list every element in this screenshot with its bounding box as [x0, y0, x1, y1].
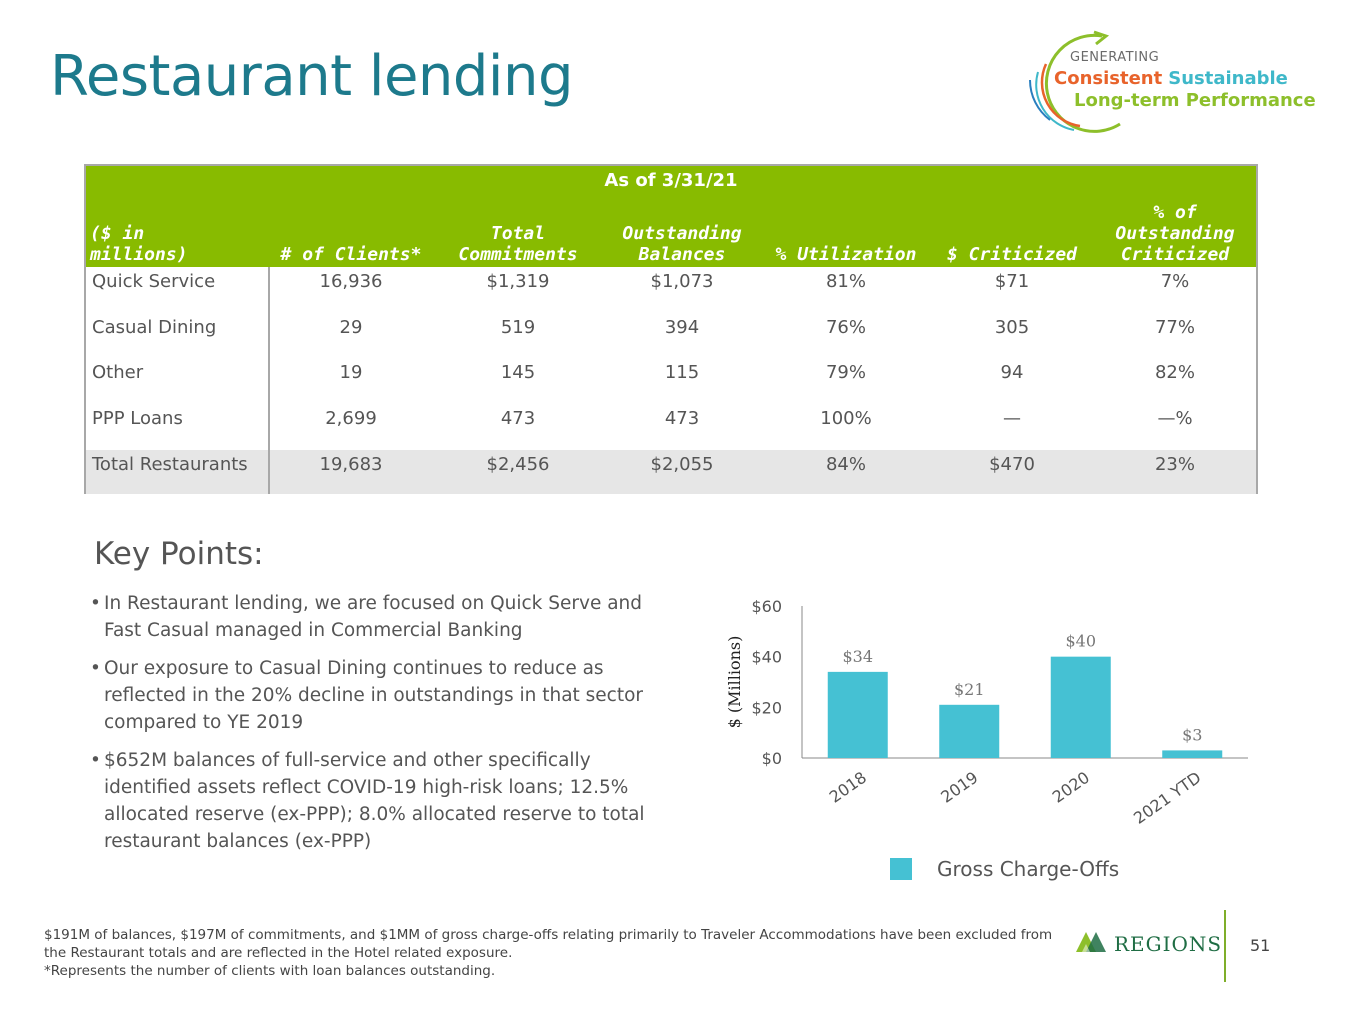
- cell-clients: 2,699: [325, 408, 377, 429]
- cell-criticized: 94: [1000, 362, 1024, 383]
- y-axis-label: $ (Millions): [725, 635, 744, 729]
- badge-word-consistent: Consistent: [1054, 68, 1163, 89]
- cell-commitments: $1,319: [486, 271, 550, 292]
- cell-clients: 16,936: [319, 271, 383, 292]
- bar-data-label: $3: [1182, 725, 1203, 745]
- key-point-text: $652M balances of full-service and other specifically identified assets reflect COVID-19 high-risk loans; 12.5% allocated reserve (ex-PPP); 8.0% allocated reserve to total restaurant balances (ex-PPP): [104, 750, 645, 852]
- x-tick-label: 2019: [937, 767, 982, 807]
- cell-criticized: 305: [994, 317, 1030, 338]
- bar: [828, 672, 888, 758]
- cell-pct-criticized: 77%: [1154, 317, 1195, 338]
- cell-commitments: 473: [500, 408, 536, 429]
- x-tick-label: 2018: [825, 767, 871, 807]
- footnote-clients-definition: *Represents the number of clients with loan balances outstanding.: [44, 963, 496, 979]
- badge-line-consistent: [1054, 68, 1288, 89]
- header-total-commitments: Total Commitments: [458, 223, 578, 265]
- x-tick-label: 2021 YTD: [1130, 767, 1205, 828]
- regions-pyramid-icon: [1074, 926, 1110, 956]
- header-num-clients: # of Clients*: [280, 244, 422, 265]
- cell-utilization: 79%: [825, 362, 866, 383]
- cell-criticized: $470: [989, 454, 1035, 475]
- key-point-item: [90, 590, 670, 644]
- header-utilization: % Utilization: [775, 244, 917, 265]
- regions-logo: [1074, 926, 1223, 960]
- key-points-list: [90, 590, 670, 866]
- cell-pct-criticized: 23%: [1154, 454, 1195, 475]
- regions-wordmark: REGIONS: [1114, 932, 1223, 956]
- bar: [1051, 657, 1111, 758]
- footer-divider: [1224, 910, 1226, 982]
- column-divider: [268, 267, 270, 494]
- cell-balances: 394: [664, 317, 700, 338]
- cell-balances: $2,055: [650, 454, 714, 475]
- badge-line-generating: GENERATING: [1070, 50, 1160, 65]
- bullet-icon: •: [90, 658, 101, 679]
- cell-commitments: 145: [500, 362, 536, 383]
- cell-criticized: $71: [994, 271, 1030, 292]
- y-tick-label: $0: [761, 749, 782, 768]
- header-dollars-in-millions: ($ in millions): [90, 223, 188, 265]
- row-label: Other: [92, 362, 144, 383]
- cell-utilization: 84%: [825, 454, 866, 475]
- key-point-item: [90, 655, 670, 736]
- key-point-text: In Restaurant lending, we are focused on Quick Serve and Fast Casual managed in Commercial Banking: [104, 593, 643, 641]
- cell-utilization: 76%: [825, 317, 866, 338]
- cell-pct-criticized: —%: [1157, 408, 1193, 429]
- cell-commitments: 519: [500, 317, 536, 338]
- gross-charge-offs-chart: [700, 580, 1260, 880]
- cell-pct-criticized: 7%: [1160, 271, 1190, 292]
- row-label: Quick Service: [92, 271, 216, 292]
- table-row: [86, 267, 1256, 313]
- key-point-item: [90, 747, 670, 855]
- cell-balances: 115: [664, 362, 700, 383]
- badge-line-performance: Long-term Performance: [1074, 90, 1316, 111]
- bar-data-label: $21: [953, 679, 985, 699]
- key-points-title: Key Points:: [94, 536, 264, 572]
- legend-swatch: [890, 858, 912, 880]
- header-criticized: $ Criticized: [946, 244, 1078, 265]
- header-outstanding-balances: Outstanding Balances: [622, 223, 742, 265]
- cell-clients: 29: [339, 317, 363, 338]
- restaurant-lending-table: [84, 164, 1258, 494]
- bar-data-label: $40: [1065, 631, 1097, 651]
- legend-label: Gross Charge-Offs: [937, 857, 1120, 881]
- cell-balances: 473: [664, 408, 700, 429]
- y-tick-label: $40: [751, 647, 782, 667]
- row-label: Total Restaurants: [92, 454, 248, 475]
- cell-utilization: 100%: [820, 408, 872, 429]
- x-tick-label: 2020: [1048, 767, 1094, 807]
- cell-pct-criticized: 82%: [1154, 362, 1195, 383]
- footnote-exclusions: $191M of balances, $197M of commitments, and $1MM of gross charge-offs relating primarily to Traveler Accommodations have been excluded from the Restaurant totals and are reflected in the Hotel related exposure.: [44, 927, 1053, 961]
- header-pct-criticized: % of Outstanding Criticized: [1115, 202, 1235, 265]
- key-point-text: Our exposure to Casual Dining continues to reduce as reflected in the 20% decline in outstandings in that sector compared to YE 2019: [104, 658, 644, 733]
- bullet-icon: •: [90, 593, 101, 614]
- table-as-of-date: As of 3/31/21: [604, 170, 738, 191]
- cell-commitments: $2,456: [486, 454, 550, 475]
- page-title: Restaurant lending: [50, 44, 574, 109]
- badge-word-sustainable: Sustainable: [1168, 68, 1288, 89]
- cell-utilization: 81%: [825, 271, 866, 292]
- cell-balances: $1,073: [650, 271, 714, 292]
- table-header: [86, 166, 1256, 267]
- row-label: PPP Loans: [92, 408, 183, 429]
- footnote: [44, 926, 1064, 980]
- table-row-total: [86, 450, 1256, 494]
- y-tick-label: $60: [751, 597, 782, 616]
- bar-data-label: $34: [842, 646, 874, 666]
- cell-criticized: —: [1003, 408, 1021, 429]
- bar: [1162, 750, 1222, 758]
- row-label: Casual Dining: [92, 317, 217, 338]
- page-number: 51: [1250, 936, 1271, 955]
- bullet-icon: •: [90, 750, 101, 771]
- table-row: [86, 358, 1256, 404]
- cell-clients: 19,683: [319, 454, 383, 475]
- table-row: [86, 404, 1256, 450]
- y-tick-label: $20: [751, 698, 782, 718]
- bar: [939, 705, 999, 758]
- table-row: [86, 313, 1256, 359]
- generating-performance-badge: [1020, 24, 1340, 134]
- cell-clients: 19: [339, 362, 363, 383]
